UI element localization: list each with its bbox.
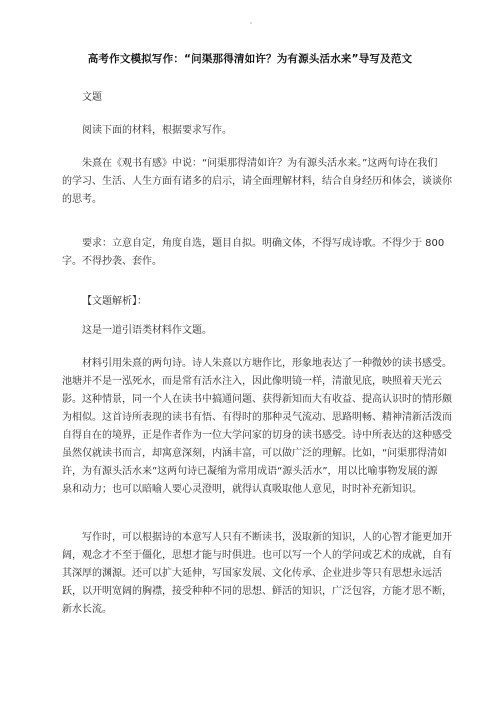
paragraph-analysis: [62, 355, 452, 499]
paragraph-line: 这是一道引语类材料作文题。: [82, 325, 212, 336]
paragraph-type: [62, 322, 460, 340]
heading-prompt: [62, 89, 460, 107]
paragraph-line: 许，为有源头活水来”这两句诗已凝缩为常用成语“源头活水”，用以比喻事物发展的源: [62, 466, 438, 477]
paragraph-line: 虽然仅就读书而言，却寓意深刻，内涵丰富，可以做广泛的理解。比如，“问渠那得清如: [62, 448, 448, 459]
heading-analysis-text: 【文题解析】：: [82, 296, 147, 307]
paragraph-line: 字。不得抄袭、套作。: [62, 256, 162, 267]
paragraph-requirements: [62, 235, 445, 271]
paragraph-line: 泉和动力；也可以暗喻人要心灵澄明，就得认真吸取他人意见，时时补充新知识。: [62, 484, 422, 495]
paragraph-line: 其深厚的渊源。还可以扩大延伸，写国家发展、文化传承、企业进步等只有思想永远活: [62, 568, 442, 579]
paragraph-line: 的学习、生活、人生方面有诸多的启示，请全面理解材料，结合自身经历和体会，谈谈你: [62, 176, 452, 187]
paragraph-line: 跃，以开明宽阔的胸襟，接受种种不同的思想、鲜活的知识，广泛包容，方能才思不断，: [62, 586, 452, 597]
paragraph-line: 要求：立意自定，角度自选，题目自拟。明确文体，不得写成诗歌。不得少于 800: [82, 238, 445, 249]
page-dot: [250, 22, 252, 24]
document-title: 高考作文模拟写作：“问渠那得清如许？为有源头活水来”导写及范文: [87, 53, 413, 65]
paragraph-material: [62, 155, 452, 209]
paragraph-line: 朱熹在《观书有感》中说：“问渠那得清如许？为有源头活水来。”这两句诗在我们: [82, 158, 438, 169]
heading-analysis: [62, 293, 460, 311]
paragraph-line: 写作时，可以根据诗的本意写人只有不断读书，汲取新的知识，人的心智才能更加开: [82, 532, 452, 543]
paragraph-writing-advice: [62, 529, 452, 619]
paragraph-line: 为相似。这首诗所表现的读书有悟、有得时的那种灵气流动、思路明畅、精神清新活泼而: [62, 412, 452, 423]
paragraph-line: 阅读下面的材料，根据要求写作。: [82, 125, 232, 136]
paragraph-line: 材料引用朱熹的两句诗。诗人朱熹以方塘作比，形象地表达了一种微妙的读书感受。: [82, 358, 452, 369]
paragraph-instruction: [62, 122, 460, 140]
paragraph-line: 自得自在的境界，正是作者作为一位大学问家的切身的读书感受。诗中所表达的这种感受: [62, 430, 452, 441]
paragraph-line: 新水长流。: [62, 604, 112, 615]
paragraph-line: 池塘并不是一泓死水，而是常有活水注入，因此像明镜一样，清澈见底，映照着天光云: [62, 376, 442, 387]
heading-prompt-text: 文题: [82, 92, 102, 103]
paragraph-line: 影。这种情景，同一个人在读书中搞通问题、获得新知而大有收益、提高认识时的情形颇: [62, 394, 452, 405]
paragraph-line: 的思考。: [62, 194, 102, 205]
paragraph-line: 阔，观念才不至于僵化，思想才能与时俱进。也可以写一个人的学问或艺术的成就，自有: [62, 550, 452, 561]
